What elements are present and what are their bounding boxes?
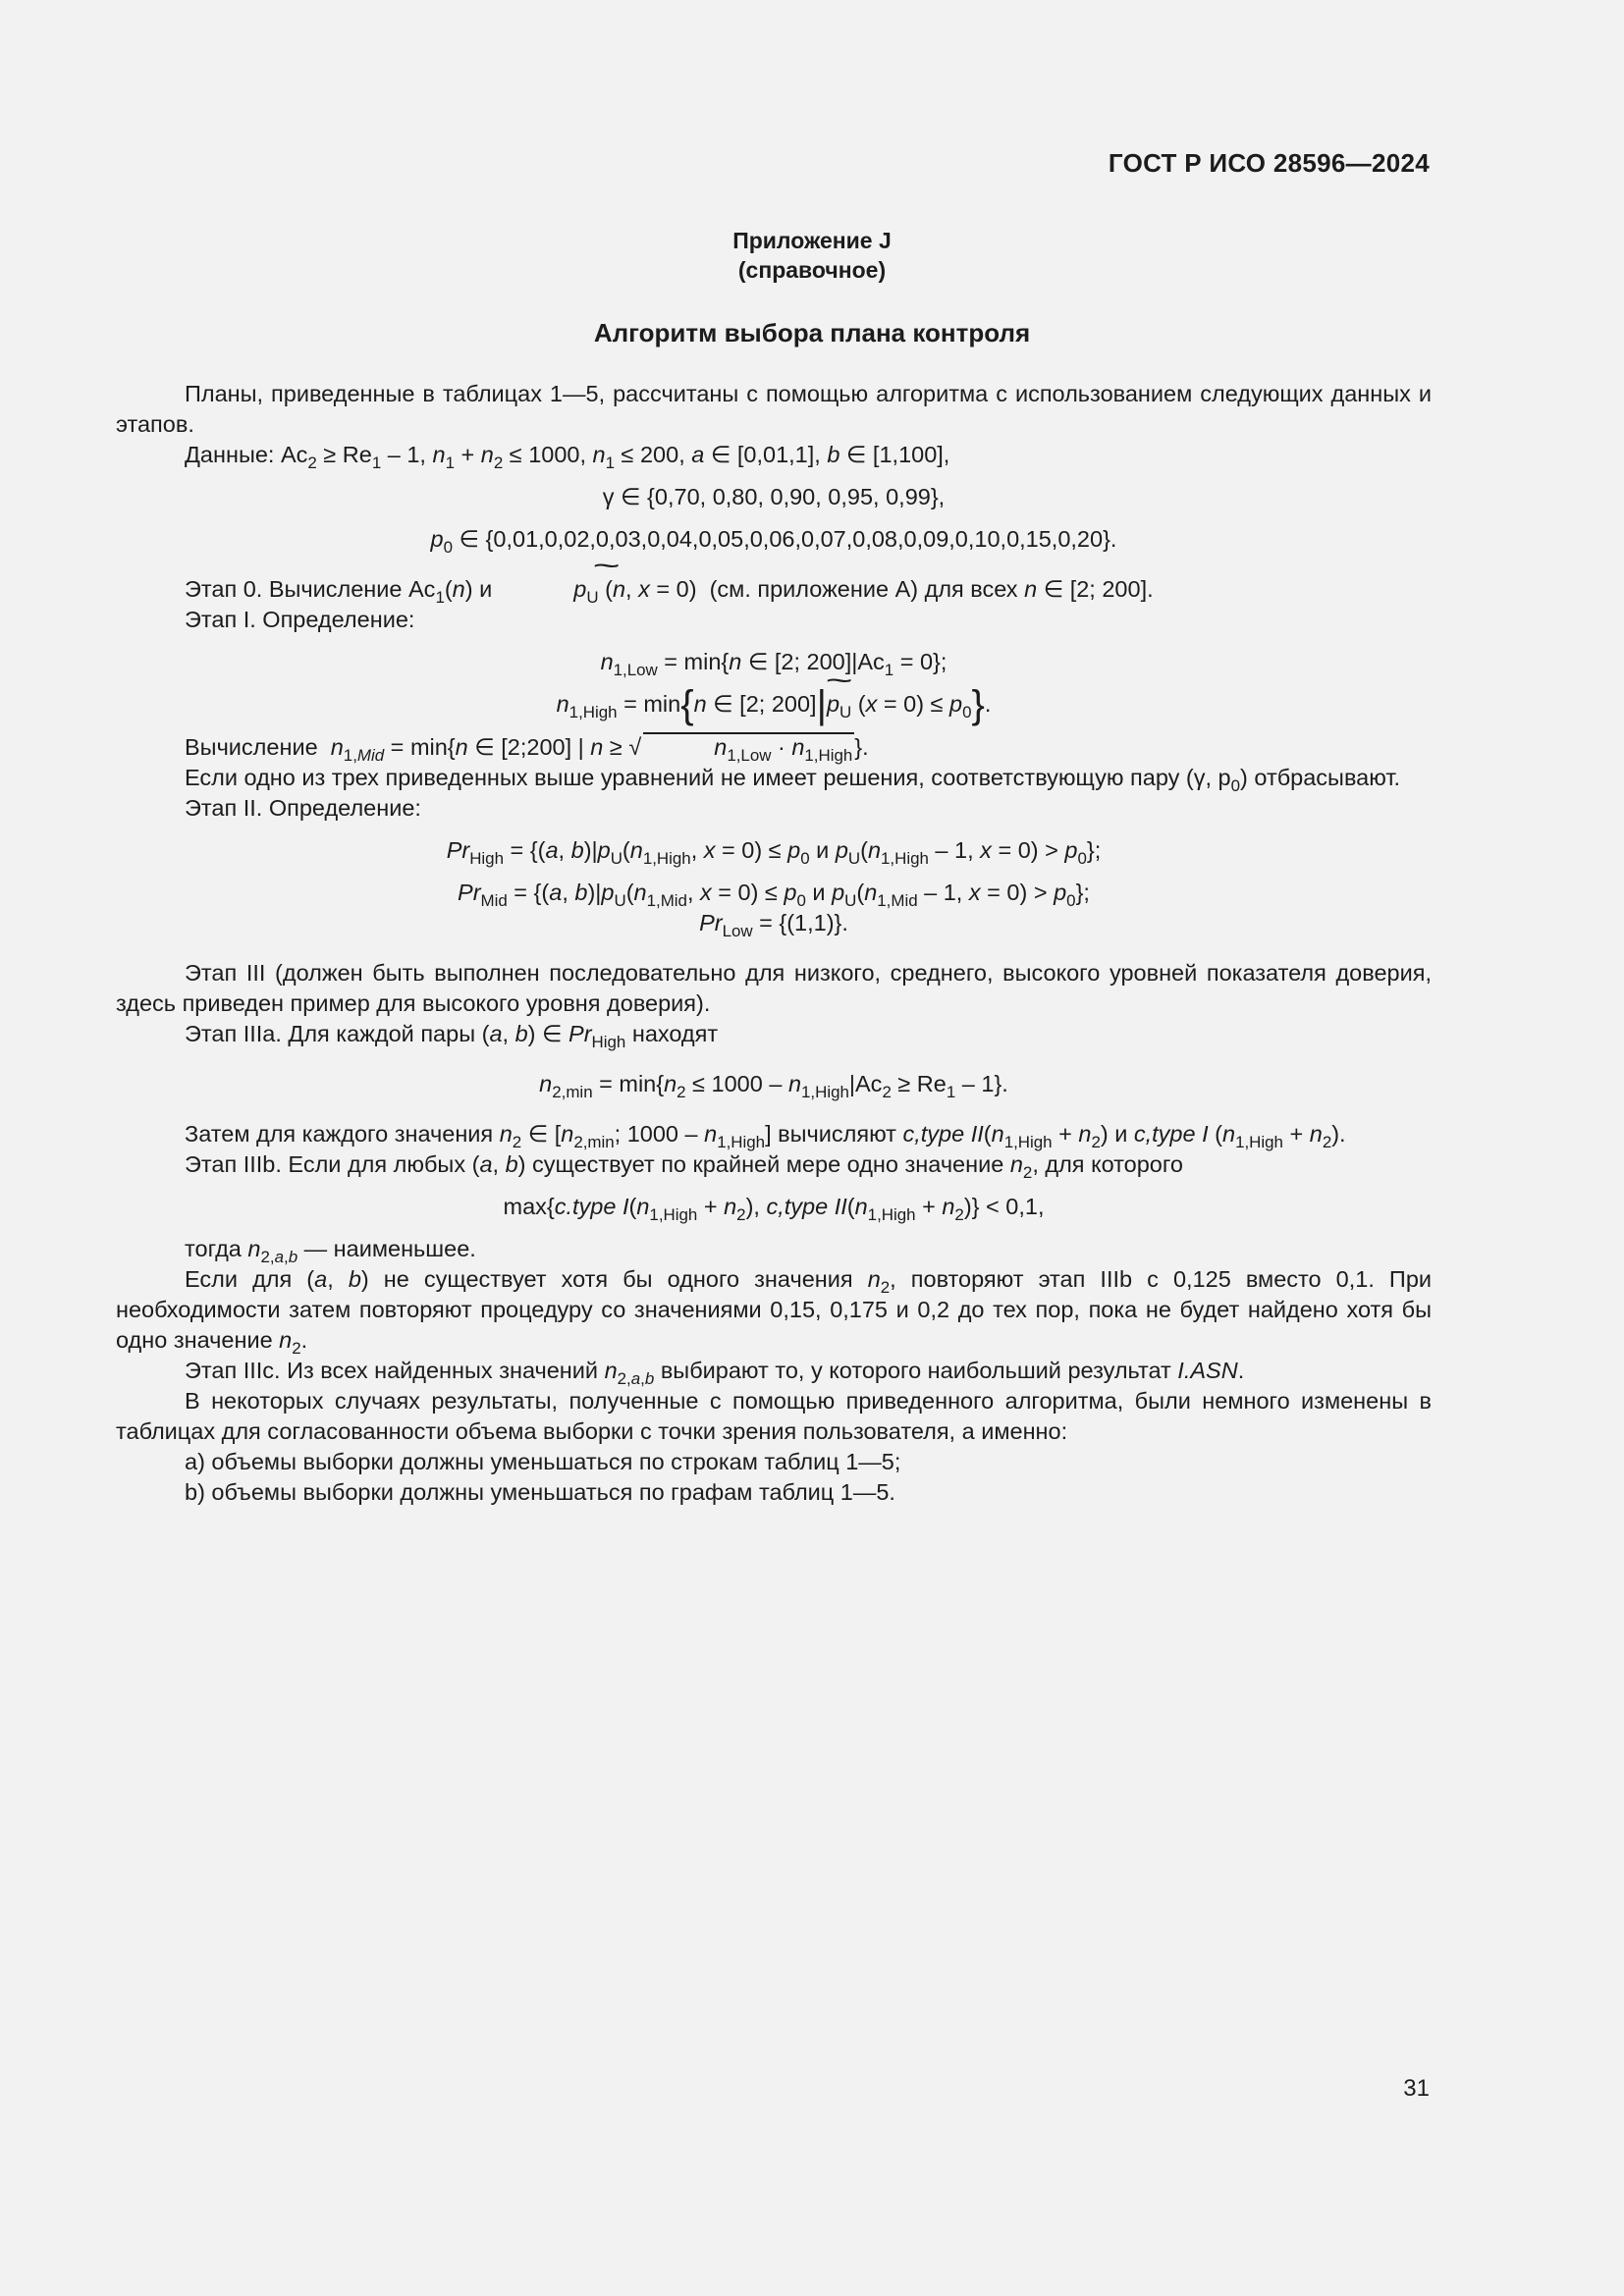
step-3c: Этап IIIc. Из всех найденных значений $n_{2,a,b}$ выбирают то, у которого наибольший результат I.ASN. xyxy=(185,1358,1245,1388)
annex-subtitle: (справочное) xyxy=(737,257,887,283)
step-0: Этап 0. Вычисление $Ac_1(n)$ и ~ $p_U$ (n, x = 0) (см. приложение А) для всех n ∈ [2; 200]. xyxy=(116,574,1432,605)
data-line: Данные: $Ac_2 \ge Re_1 - 1$, $n_1 + n_2 \le 1000$, $n_1 \le 200$, a ∈ [0,01,1], b ∈ [1,100], xyxy=(185,442,950,472)
no-solution-paragraph: Если одно из трех приведенных выше уравнений не имеет решения, соответствующую пару (γ, $p_0$) отбрасывают. xyxy=(185,765,1401,795)
then-each-paragraph: Затем для каждого значения $n_2$ ∈ [$n_{2,min}$; $1000 - n_{1,High}$] вычисляют c,type $II(n_{1,High} + n_2)$ и c,type I $(n_{1,High} + n_2)$. xyxy=(185,1121,1346,1151)
standard-code: ГОСТ Р ИСО 28596—2024 xyxy=(1108,148,1430,178)
formula-pr-mid: $Pr_{Mid} = \{(a$, $b)|p_U(n_{1,Mid}$, $x = 0) \le p_0$ и $p_U(n_{1,Mid} - 1$, $x = 0) > p_0$}; xyxy=(458,880,1090,910)
gamma-set: γ ∈ {0,70, 0,80, 0,90, 0,95, 0,99}, xyxy=(602,484,946,509)
then-min-paragraph: тогда $n_{2,a,b}$ — наименьшее. xyxy=(185,1236,476,1266)
formula-pr-low: $Pr_{Low} = \{(1,1)\}$. xyxy=(699,910,848,940)
page-number: 31 xyxy=(1403,2075,1430,2102)
some-cases-paragraph: В некоторых случаях результаты, полученные с помощью приведенного алгоритма, были немного изменены в таблицах для согласованности объема выборки с точки зрения пользователя, а именно: xyxy=(116,1388,1432,1444)
formula-pr-high: $Pr_{High} = \{(a$, $b)|p_U(n_{1,High}$, $x = 0) \le p_0$ и $p_U(n_{1,High} - 1$, $x = 0) > p_0$}; xyxy=(446,837,1102,868)
annex-heading xyxy=(0,226,1624,285)
step-3b: Этап IIIb. Если для любых (a, b) существует по крайней мере одно значение $n_2$, для которого xyxy=(185,1151,1183,1182)
step-1: Этап I. Определение: xyxy=(185,607,415,632)
step-2: Этап II. Определение: xyxy=(185,795,421,821)
formula-n1-mid: Вычисление $n_{1,Mid} = \min\{n$ ∈ [2;200] | n ≥ √ $n_{1,Low} \cdot n_{1,High}$}. xyxy=(185,734,869,765)
list-item-a: a) объемы выборки должны уменьшаться по строкам таблиц 1—5; xyxy=(185,1449,901,1474)
p0-set: $p_0$ ∈ {0,01,0,02,0,03,0,04,0,05,0,06,0,07,0,08,0,09,0,10,0,15,0,20}. xyxy=(430,526,1117,557)
annex-title: Приложение J xyxy=(732,228,892,253)
document-body xyxy=(116,379,1432,1508)
section-title: Алгоритм выбора плана контроля xyxy=(593,318,1031,347)
list-item-b: b) объемы выборки должны уменьшаться по графам таблиц 1—5. xyxy=(185,1479,895,1505)
formula-n1-low: $n_{1,Low} = \min\{n$ ∈ [2; $200]|Ac_1 = 0$}; xyxy=(600,649,947,679)
if-none-paragraph: Если для (a, b) не существует хотя бы одного значения $n_2$, повторяют этап IIIb с 0,125 вместо 0,1. При необходимости затем повторяют процедуру со значениями 0,15, 0,175 и 0,2 до тех пор, пока не будет найдено хотя бы одно значение $n_2$. xyxy=(116,1266,1433,1358)
step-3a: Этап IIIa. Для каждой пары (a, b) ∈ $Pr_{High}$ находят xyxy=(185,1021,719,1051)
intro-paragraph: Планы, приведенные в таблицах 1—5, рассчитаны с помощью алгоритма с использованием следующих данных и этапов. xyxy=(116,381,1432,437)
formula-n1-high: $n_{1,High} = \min\{n$ ∈ [2; 200]|~ $p_U$ $(x = 0) \le p_0$}. xyxy=(116,689,1432,721)
formula-max: max{c.type $I(n_{1,High} + n_2)$, c,type $II(n_{1,High} + n_2)\} < 0,1$, xyxy=(503,1194,1045,1224)
formula-n2-min: $n_{2,min} = \min\{n_2 \le 1000 - n_{1,High}|Ac_2 \ge Re_1 - 1\}$. xyxy=(539,1071,1008,1101)
step-3: Этап III (должен быть выполнен последовательно для низкого, среднего, высокого уровней показателя доверия, здесь приведен пример для высокого уровня доверия). xyxy=(116,960,1432,1016)
